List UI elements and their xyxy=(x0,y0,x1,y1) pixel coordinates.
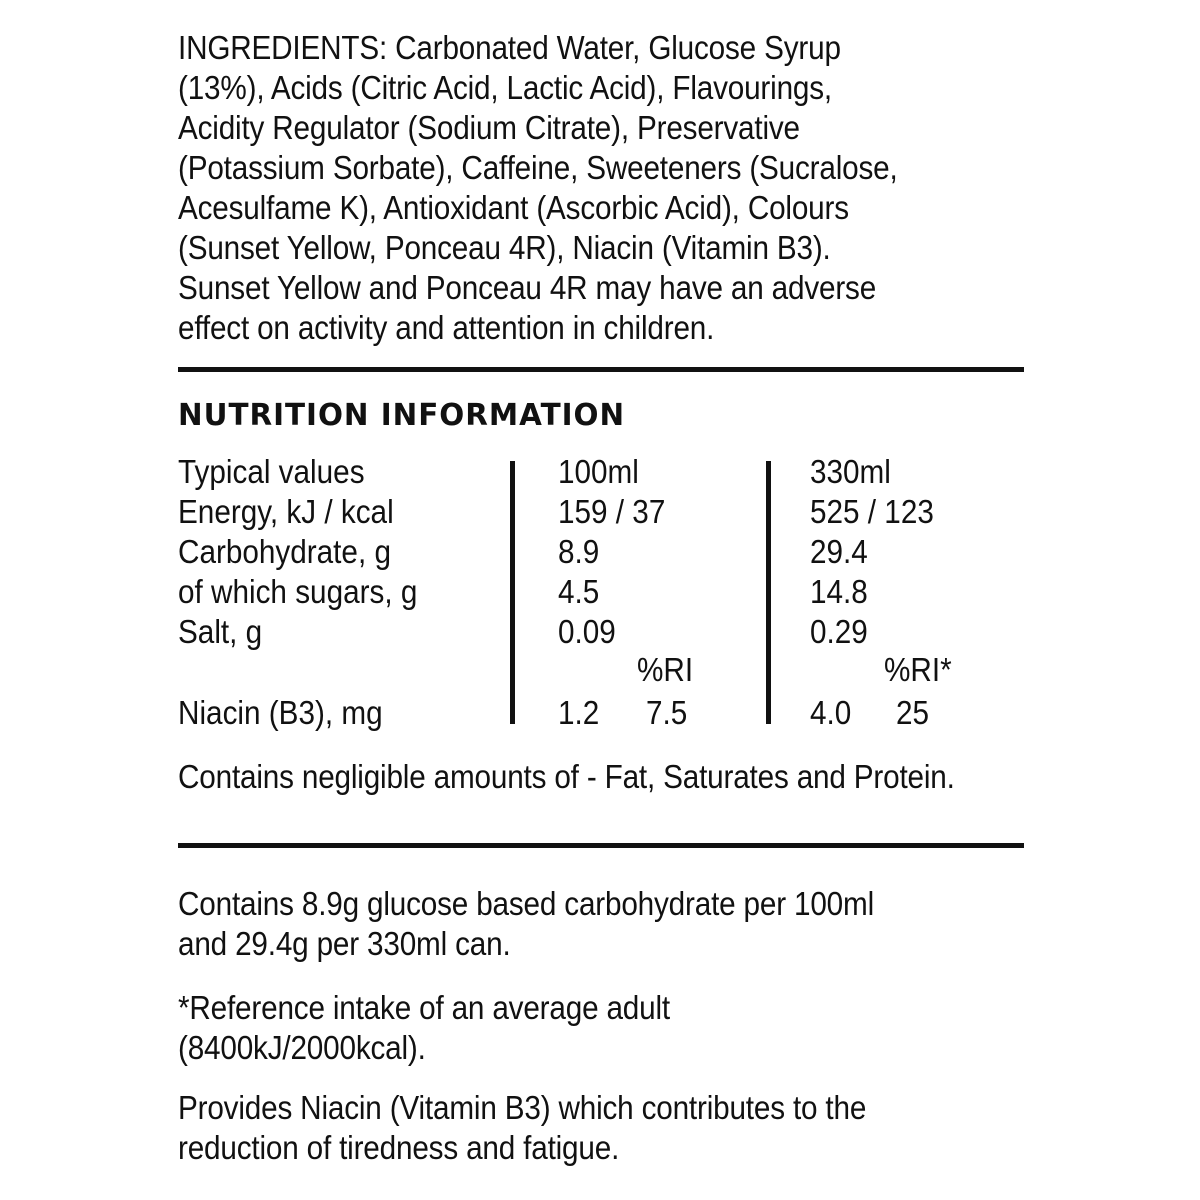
ri-header-100ml: %RI xyxy=(637,651,694,688)
header-typical-values: Typical values xyxy=(178,453,365,490)
ri-header-330ml: %RI* xyxy=(884,651,952,688)
row-energy-100ml: 159 / 37 xyxy=(558,493,666,530)
row-niacin-330ml: 4.0 xyxy=(810,694,852,731)
row-salt-label: Salt, g xyxy=(178,613,263,650)
row-niacin-ri-330ml: 25 xyxy=(896,694,930,731)
row-sugars-label: of which sugars, g xyxy=(178,573,418,610)
niacin-claim xyxy=(178,1088,866,1168)
ingredients-line: (13%), Acids (Citric Acid, Lactic Acid), Flavourings, xyxy=(178,69,832,106)
section-divider xyxy=(178,843,1024,848)
reference-intake-note xyxy=(178,988,670,1068)
ingredients-line: effect on activity and attention in children. xyxy=(178,309,715,346)
ingredients-line: (Sunset Yellow, Ponceau 4R), Niacin (Vitamin B3). xyxy=(178,229,831,266)
row-carbohydrate-100ml: 8.9 xyxy=(558,533,600,570)
ingredients-line: Acidity Regulator (Sodium Citrate), Preservative xyxy=(178,109,800,146)
negligible-note: Contains negligible amounts of - Fat, Saturates and Protein. xyxy=(178,758,955,795)
section-divider xyxy=(178,367,1024,372)
reference-intake-line: *Reference intake of an average adult xyxy=(178,989,670,1026)
ingredients-line: Acesulfame K), Antioxidant (Ascorbic Acid), Colours xyxy=(178,189,849,226)
row-niacin-label: Niacin (B3), mg xyxy=(178,694,383,731)
row-sugars-330ml: 14.8 xyxy=(810,573,868,610)
row-salt-330ml: 0.29 xyxy=(810,613,868,650)
row-carbohydrate-label: Carbohydrate, g xyxy=(178,533,391,570)
row-carbohydrate-330ml: 29.4 xyxy=(810,533,868,570)
row-energy-330ml: 525 / 123 xyxy=(810,493,934,530)
nutrition-heading: NUTRITION INFORMATION xyxy=(178,398,626,433)
ingredients-line: Sunset Yellow and Ponceau 4R may have an adverse xyxy=(178,269,877,306)
reference-intake-line: (8400kJ/2000kcal). xyxy=(178,1029,426,1066)
ingredients-line: (Potassium Sorbate), Caffeine, Sweeteners (Sucralose, xyxy=(178,149,898,186)
row-energy-label: Energy, kJ / kcal xyxy=(178,493,394,530)
row-sugars-100ml: 4.5 xyxy=(558,573,600,610)
header-330ml: 330ml xyxy=(810,453,891,490)
row-niacin-100ml: 1.2 xyxy=(558,694,600,731)
niacin-claim-line: reduction of tiredness and fatigue. xyxy=(178,1129,620,1166)
carbohydrate-note xyxy=(178,884,874,964)
ingredients-line: INGREDIENTS: Carbonated Water, Glucose Syrup xyxy=(178,29,841,66)
row-niacin-ri-100ml: 7.5 xyxy=(646,694,688,731)
niacin-claim-line: Provides Niacin (Vitamin B3) which contributes to the xyxy=(178,1089,867,1126)
column-divider-100ml xyxy=(510,461,515,724)
header-100ml: 100ml xyxy=(558,453,639,490)
ingredients-text xyxy=(178,28,898,348)
carbohydrate-note-line: and 29.4g per 330ml can. xyxy=(178,925,511,962)
carbohydrate-note-line: Contains 8.9g glucose based carbohydrate per 100ml xyxy=(178,885,875,922)
column-divider-330ml xyxy=(766,461,771,724)
row-salt-100ml: 0.09 xyxy=(558,613,616,650)
